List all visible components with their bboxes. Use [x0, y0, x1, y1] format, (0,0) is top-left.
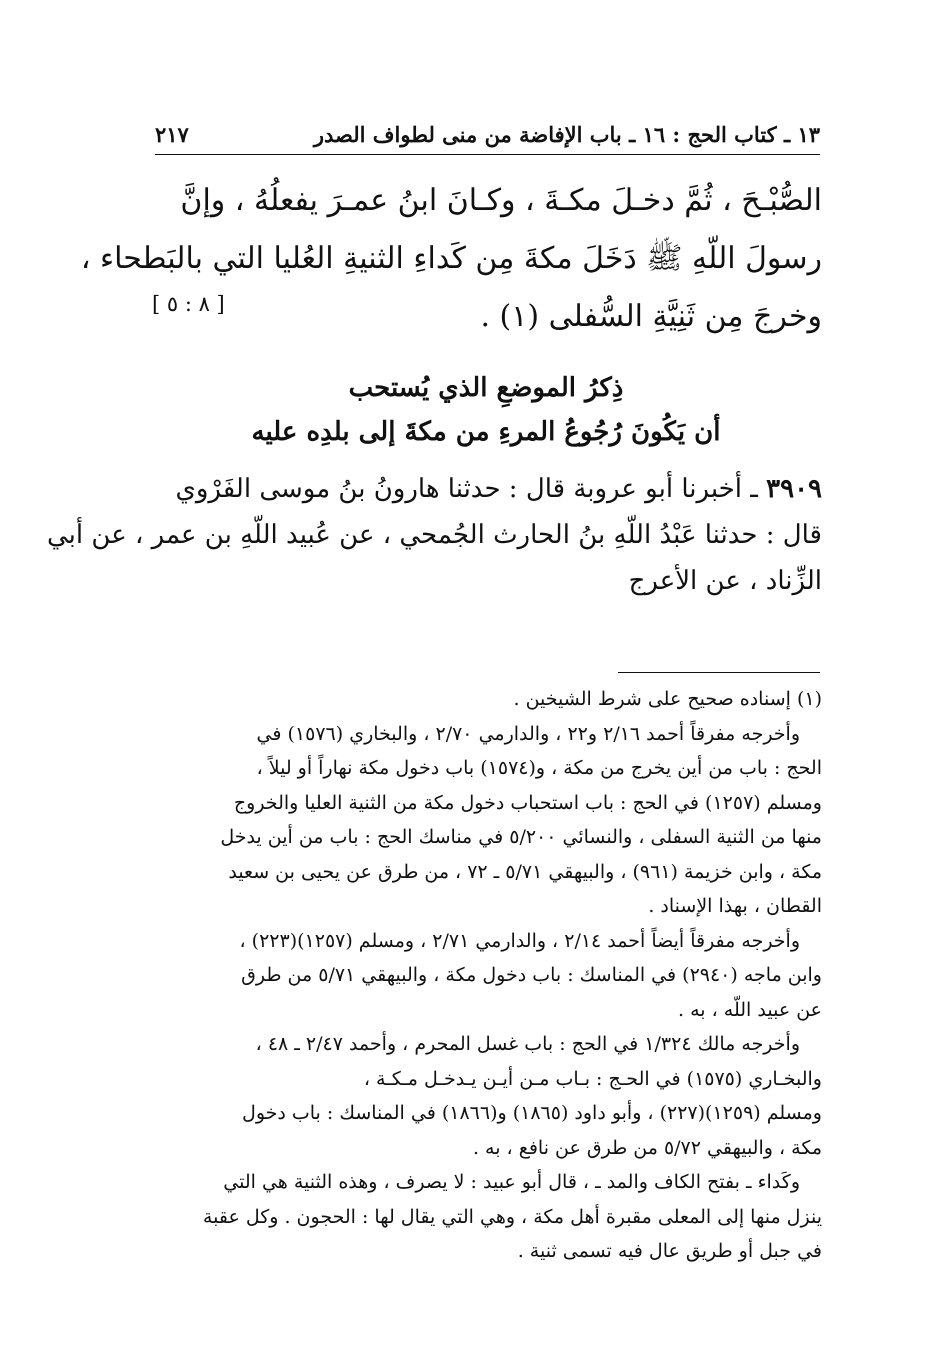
running-header — [155, 118, 820, 155]
hadith-number: ٣٩٠٩ — [766, 474, 822, 504]
footnote-line: ينزل منها إلى المعلى مقبرة أهل مكة ، وهي التي يقال لها : الحجون . وكل عقبة — [202, 1205, 822, 1228]
footnote-line: في جبل أو طريق عال فيه تسمى ثنية . — [517, 1240, 822, 1262]
footnote-line: وكَداء ـ بفتح الكاف والمد ـ ، قال أبو عبيد : لا يصرف ، وهذه الثنية هي التي — [223, 1171, 800, 1193]
footnotes-block — [150, 682, 822, 1269]
section-heading-line: ذِكرُ الموضعِ الذي يُستحب — [348, 373, 624, 403]
footnote-line: وأخرجه مفرقاً أيضاً أحمد ٢/١٤ ، والدارمي ٢/٧١ ، ومسلم (١٢٥٧)(٢٢٣) ، — [239, 929, 800, 952]
cross-reference-tag: [ ٨ : ٥ ] — [152, 292, 225, 316]
footnote-line: وأخرجه مفرقاً أحمد ٢/١٦ و٢٢ ، والدارمي ٢/٧٠ ، والبخاري (١٥٧٦) في — [256, 722, 800, 745]
hadith-line — [150, 466, 822, 512]
section-heading-line: أن يَكُونَ رُجُوعُ المرءِ من مكةَ إلى بلدِه عليه — [251, 417, 721, 447]
section-heading — [150, 366, 822, 454]
footnote-line: القطان ، بهذا الإسناد . — [648, 895, 822, 917]
footnote-line: وابن ماجه (٢٩٤٠) في المناسك : باب دخول مكة ، والبيهقي ٥/٧١ من طرق — [241, 964, 822, 986]
footnote-line: والبخـاري (١٥٧٥) في الحـج : بـاب مـن أيـن يـدخـل مـكـة ، — [363, 1067, 822, 1090]
footnote-line: مكة ، والبيهقي ٥/٧٢ من طرق عن نافع ، به . — [472, 1136, 822, 1159]
hadith-line: قال : حدثنا عَبْدُ اللّهِ بنُ الحارث الجُمحي ، عن عُبيد اللّهِ بن عمر ، عن أبي — [47, 520, 822, 550]
chapter-title: ١٣ ـ كتاب الحج : ١٦ ـ باب الإفاضة من منى لطواف الصدر — [313, 122, 820, 147]
page-number: ٢١٧ — [155, 122, 189, 147]
footnote-line: ومسلم (١٢٥٧) في الحج : باب استحباب دخول مكة من الثنية العليا والخروج — [233, 791, 822, 814]
footnote-line: عن عبيد اللّه ، به . — [678, 998, 822, 1021]
footnote-line: وأخرجه مالك ١/٣٢٤ في الحج : باب غسل المحرم ، وأحمد ٢/٤٧ ـ ٤٨ ، — [255, 1033, 800, 1055]
main-text-line: رسولَ اللّهِ ﷺ دَخَلَ مكةَ مِن كَداءِ الثنيةِ العُليا التي بالبَطحاء ، — [80, 241, 822, 276]
footnote-line: منها من الثنية السفلى ، والنسائي ٥/٢٠٠ في مناسك الحج : باب من أين يدخل — [220, 826, 822, 848]
main-text-line: الصُّبْـحَ ، ثُمَّ دخـلَ مكـةَ ، وكـانَ ابنُ عمـرَ يفعلُهُ ، وإنَّ — [180, 183, 822, 218]
hadith-text: ـ أخبرنا أبو عروبة قال : حدثنا هارونُ بنُ موسى الفَرْوي — [175, 474, 767, 504]
footnote-line: ومسلم (١٢٥٩)(٢٢٧) ، وأبو داود (١٨٦٥) و(١٨٦٦) في المناسك : باب دخول — [242, 1102, 822, 1124]
footnote-line: الحج : باب من أين يخرج من مكة ، و(١٥٧٤) باب دخول مكة نهاراً أو ليلاً ، — [256, 757, 822, 779]
footnote-line: مكة ، وابن خزيمة (٩٦١) ، والبيهقي ٥/٧١ ـ ٧٢ ، من طرق عن يحيى بن سعيد — [228, 860, 822, 883]
footnote-separator — [618, 672, 820, 673]
hadith-line: الزِّناد ، عن الأعرج — [628, 566, 822, 596]
footnote-line: (١) إسناده صحيح على شرط الشيخين . — [513, 688, 822, 710]
main-text-block — [80, 172, 822, 346]
hadith-block — [47, 466, 822, 604]
main-text-line: وخرجَ مِن ثَنِيَّةِ السُّفلى (١) . — [480, 299, 822, 334]
